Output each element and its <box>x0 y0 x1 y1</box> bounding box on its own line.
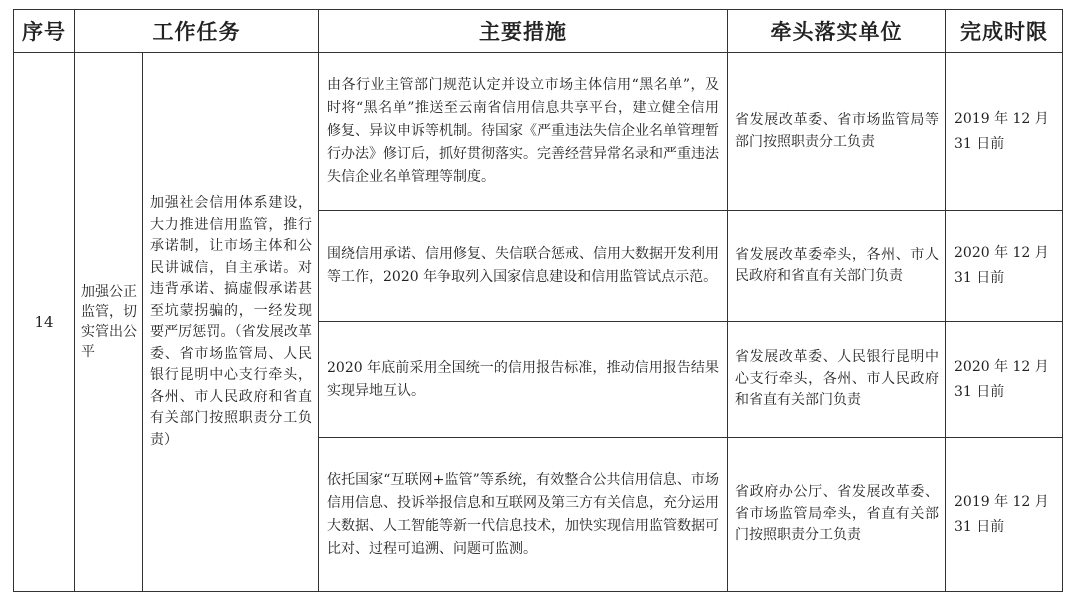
header-measures: 主要措施 <box>319 10 728 53</box>
unit-cell: 省发展改革委牵头，各州、市人民政府和省直有关部门负责 <box>728 211 946 322</box>
task-description: 加强社会信用体系建设，大力推进信用监管，推行承诺制，让市场主体和公民讲诚信，自主承诺。对违背承诺、搞虚假承诺甚至坑蒙拐骗的，一经发现要严厉惩罚。（省发展改革委、省市场监管局、人民银行昆明中心支行牵头，各州、市人民政府和省直有关部门按照职责分工负责） <box>143 53 319 592</box>
header-deadline: 完成时限 <box>946 10 1063 53</box>
unit-cell: 省政府办公厅、省发展改革委、省市场监管局牵头，省直有关部门按照职责分工负责 <box>728 438 946 592</box>
header-unit: 牵头落实单位 <box>728 10 946 53</box>
header-task: 工作任务 <box>75 10 319 53</box>
deadline-cell: 2019 年 12 月 31 日前 <box>946 438 1063 592</box>
measure-cell: 围绕信用承诺、信用修复、失信联合惩戒、信用大数据开发利用等工作，2020 年争取列入国家信息建设和信用监管试点示范。 <box>319 211 728 322</box>
deadline-cell: 2020 年 12 月 31 日前 <box>946 322 1063 438</box>
header-row <box>14 10 1063 53</box>
measure-cell: 由各行业主管部门规范认定并设立市场主体信用“黑名单”，及时将“黑名单”推送至云南省信用信息共享平台，建立健全信用修复、异议申诉等机制。待国家《严重违法失信企业名单管理暂行办法》修订后，抓好贯彻落实。完善经营异常名录和严重违法失信企业名单管理等制度。 <box>319 53 728 211</box>
table-row <box>14 53 1063 211</box>
measure-cell: 2020 年底前采用全国统一的信用报告标准，推动信用报告结果实现异地互认。 <box>319 322 728 438</box>
deadline-cell: 2019 年 12 月 31 日前 <box>946 53 1063 211</box>
unit-cell: 省发展改革委、省市场监管局等部门按照职责分工负责 <box>728 53 946 211</box>
task-category: 加强公正监管，切实管出公平 <box>75 53 143 592</box>
task-table <box>13 9 1063 592</box>
deadline-cell: 2020 年 12 月 31 日前 <box>946 211 1063 322</box>
unit-cell: 省发展改革委、人民银行昆明中心支行牵头，各州、市人民政府和省直有关部门负责 <box>728 322 946 438</box>
measure-cell: 依托国家“互联网+监管”等系统，有效整合公共信用信息、市场信用信息、投诉举报信息和互联网及第三方有关信息，充分运用大数据、人工智能等新一代信息技术，加快实现信用监管数据可比对、过程可追溯、问题可监测。 <box>319 438 728 592</box>
row-number: 14 <box>14 53 75 592</box>
header-number: 序号 <box>14 10 75 53</box>
